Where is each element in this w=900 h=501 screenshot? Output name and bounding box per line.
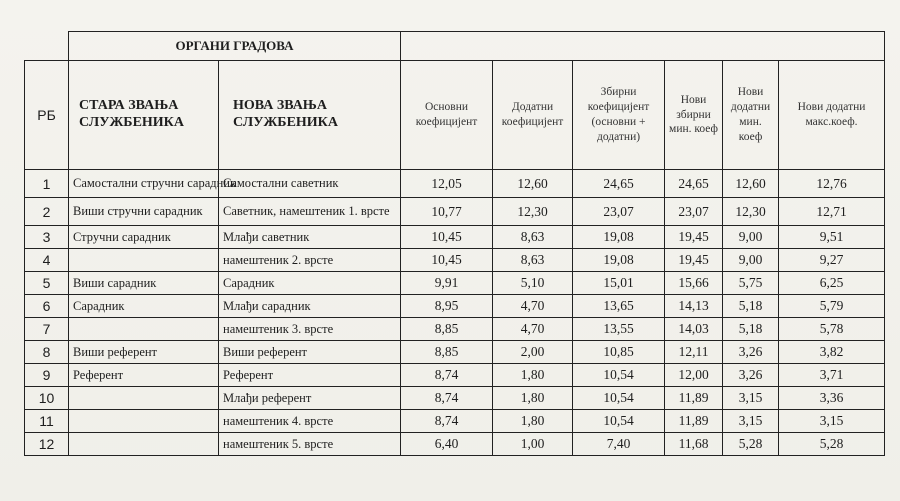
col-rb: РБ [25, 61, 69, 170]
cell-novi-maks: 3,36 [779, 387, 885, 410]
table-row [25, 341, 885, 364]
cell-old [69, 410, 219, 433]
cell-zbirni: 10,54 [573, 410, 665, 433]
cell-dodatni: 2,00 [493, 341, 573, 364]
cell-dodatni: 4,70 [493, 295, 573, 318]
cell-new: Млађи референт [219, 387, 401, 410]
cell-osnovni: 8,74 [401, 387, 493, 410]
table-row [25, 249, 885, 272]
cell-dodatni: 12,60 [493, 170, 573, 198]
cell-zbirni: 19,08 [573, 249, 665, 272]
cell-osnovni: 8,85 [401, 318, 493, 341]
cell-new: Сарадник [219, 272, 401, 295]
table-row [25, 295, 885, 318]
cell-zbirni: 13,65 [573, 295, 665, 318]
table-row [25, 433, 885, 456]
cell-novi-zbirni: 15,66 [665, 272, 723, 295]
col-novi-dodatni-maks: Нови додатни макс.коеф. [779, 61, 885, 170]
cell-novi-zbirni: 14,13 [665, 295, 723, 318]
cell-dodatni: 5,10 [493, 272, 573, 295]
cell-novi-min: 5,28 [723, 433, 779, 456]
cell-osnovni: 10,45 [401, 226, 493, 249]
cell-osnovni: 10,77 [401, 198, 493, 226]
cell-rb: 11 [25, 410, 69, 433]
cell-osnovni: 8,74 [401, 364, 493, 387]
cell-old: Сарадник [69, 295, 219, 318]
cell-zbirni: 19,08 [573, 226, 665, 249]
cell-old: Виши сарадник [69, 272, 219, 295]
cell-dodatni: 8,63 [493, 249, 573, 272]
cell-rb: 12 [25, 433, 69, 456]
cell-novi-maks: 5,79 [779, 295, 885, 318]
cell-novi-min: 12,60 [723, 170, 779, 198]
cell-novi-zbirni: 23,07 [665, 198, 723, 226]
cell-novi-min: 3,15 [723, 410, 779, 433]
cell-old: Виши референт [69, 341, 219, 364]
cell-novi-min: 5,18 [723, 318, 779, 341]
cell-rb: 2 [25, 198, 69, 226]
cell-new: Млађи саветник [219, 226, 401, 249]
cell-osnovni: 8,74 [401, 410, 493, 433]
table-row [25, 198, 885, 226]
coefficients-table [24, 31, 885, 456]
cell-novi-zbirni: 14,03 [665, 318, 723, 341]
cell-novi-maks: 6,25 [779, 272, 885, 295]
table-row [25, 364, 885, 387]
cell-dodatni: 1,80 [493, 364, 573, 387]
cell-rb: 1 [25, 170, 69, 198]
cell-novi-min: 3,26 [723, 341, 779, 364]
cell-rb: 7 [25, 318, 69, 341]
cell-zbirni: 23,07 [573, 198, 665, 226]
corner-cell [25, 32, 69, 61]
cell-novi-zbirni: 12,00 [665, 364, 723, 387]
table-row [25, 318, 885, 341]
cell-rb: 6 [25, 295, 69, 318]
table-row [25, 272, 885, 295]
cell-novi-zbirni: 19,45 [665, 226, 723, 249]
cell-zbirni: 10,85 [573, 341, 665, 364]
cell-osnovni: 12,05 [401, 170, 493, 198]
cell-zbirni: 10,54 [573, 364, 665, 387]
cell-zbirni: 7,40 [573, 433, 665, 456]
cell-dodatni: 1,80 [493, 387, 573, 410]
cell-novi-min: 3,26 [723, 364, 779, 387]
cell-rb: 10 [25, 387, 69, 410]
cell-dodatni: 12,30 [493, 198, 573, 226]
cell-old [69, 249, 219, 272]
cell-new: Референт [219, 364, 401, 387]
cell-osnovni: 8,95 [401, 295, 493, 318]
table-row [25, 170, 885, 198]
cell-new: намештеник 2. врсте [219, 249, 401, 272]
cell-novi-maks: 3,71 [779, 364, 885, 387]
col-novi-zbirni: Нови збирни мин. коеф [665, 61, 723, 170]
cell-zbirni: 13,55 [573, 318, 665, 341]
cell-old [69, 433, 219, 456]
cell-dodatni: 8,63 [493, 226, 573, 249]
cell-novi-min: 9,00 [723, 249, 779, 272]
cell-rb: 9 [25, 364, 69, 387]
cell-old: Виши стручни сарадник [69, 198, 219, 226]
table-row [25, 226, 885, 249]
cell-novi-maks: 3,15 [779, 410, 885, 433]
cell-dodatni: 4,70 [493, 318, 573, 341]
cell-novi-zbirni: 24,65 [665, 170, 723, 198]
cell-novi-min: 9,00 [723, 226, 779, 249]
cell-zbirni: 15,01 [573, 272, 665, 295]
cell-novi-maks: 9,27 [779, 249, 885, 272]
cell-novi-maks: 12,71 [779, 198, 885, 226]
cell-new: намештеник 3. врсте [219, 318, 401, 341]
cell-dodatni: 1,80 [493, 410, 573, 433]
cell-new: Саветник, намештеник 1. врсте [219, 198, 401, 226]
cell-novi-zbirni: 19,45 [665, 249, 723, 272]
cell-old: Стручни сарадник [69, 226, 219, 249]
cell-rb: 3 [25, 226, 69, 249]
cell-old [69, 387, 219, 410]
col-dodatni: Додатни коефицијент [493, 61, 573, 170]
cell-osnovni: 8,85 [401, 341, 493, 364]
cell-new: Виши референт [219, 341, 401, 364]
cell-novi-maks: 3,82 [779, 341, 885, 364]
cell-novi-zbirni: 12,11 [665, 341, 723, 364]
cell-old: Самостални стручни сарадник [69, 170, 219, 198]
cell-zbirni: 24,65 [573, 170, 665, 198]
cell-novi-min: 3,15 [723, 387, 779, 410]
col-new-title: НОВА ЗВАЊА СЛУЖБЕНИКА [219, 61, 401, 170]
cell-new: намештеник 4. врсте [219, 410, 401, 433]
cell-old: Референт [69, 364, 219, 387]
cell-new: намештеник 5. врсте [219, 433, 401, 456]
cell-zbirni: 10,54 [573, 387, 665, 410]
cell-novi-min: 5,18 [723, 295, 779, 318]
organs-title: ОРГАНИ ГРАДОВА [69, 32, 401, 61]
cell-novi-min: 12,30 [723, 198, 779, 226]
cell-new: Самостални саветник [219, 170, 401, 198]
col-zbirni: Збирни коефицијент (основни + додатни) [573, 61, 665, 170]
cell-new: Млађи сарадник [219, 295, 401, 318]
cell-rb: 8 [25, 341, 69, 364]
table-row [25, 387, 885, 410]
cell-novi-maks: 9,51 [779, 226, 885, 249]
col-osnovni: Основни коефицијент [401, 61, 493, 170]
cell-novi-maks: 5,78 [779, 318, 885, 341]
col-old-title: СТАРА ЗВАЊА СЛУЖБЕНИКА [69, 61, 219, 170]
cell-osnovni: 9,91 [401, 272, 493, 295]
cell-novi-maks: 12,76 [779, 170, 885, 198]
cell-rb: 4 [25, 249, 69, 272]
cell-rb: 5 [25, 272, 69, 295]
header-blank [401, 32, 885, 61]
cell-novi-zbirni: 11,89 [665, 410, 723, 433]
cell-dodatni: 1,00 [493, 433, 573, 456]
table-row [25, 410, 885, 433]
cell-osnovni: 10,45 [401, 249, 493, 272]
col-novi-dodatni-min: Нови додатни мин. коеф [723, 61, 779, 170]
cell-novi-maks: 5,28 [779, 433, 885, 456]
cell-osnovni: 6,40 [401, 433, 493, 456]
cell-novi-zbirni: 11,89 [665, 387, 723, 410]
cell-novi-min: 5,75 [723, 272, 779, 295]
cell-novi-zbirni: 11,68 [665, 433, 723, 456]
cell-old [69, 318, 219, 341]
